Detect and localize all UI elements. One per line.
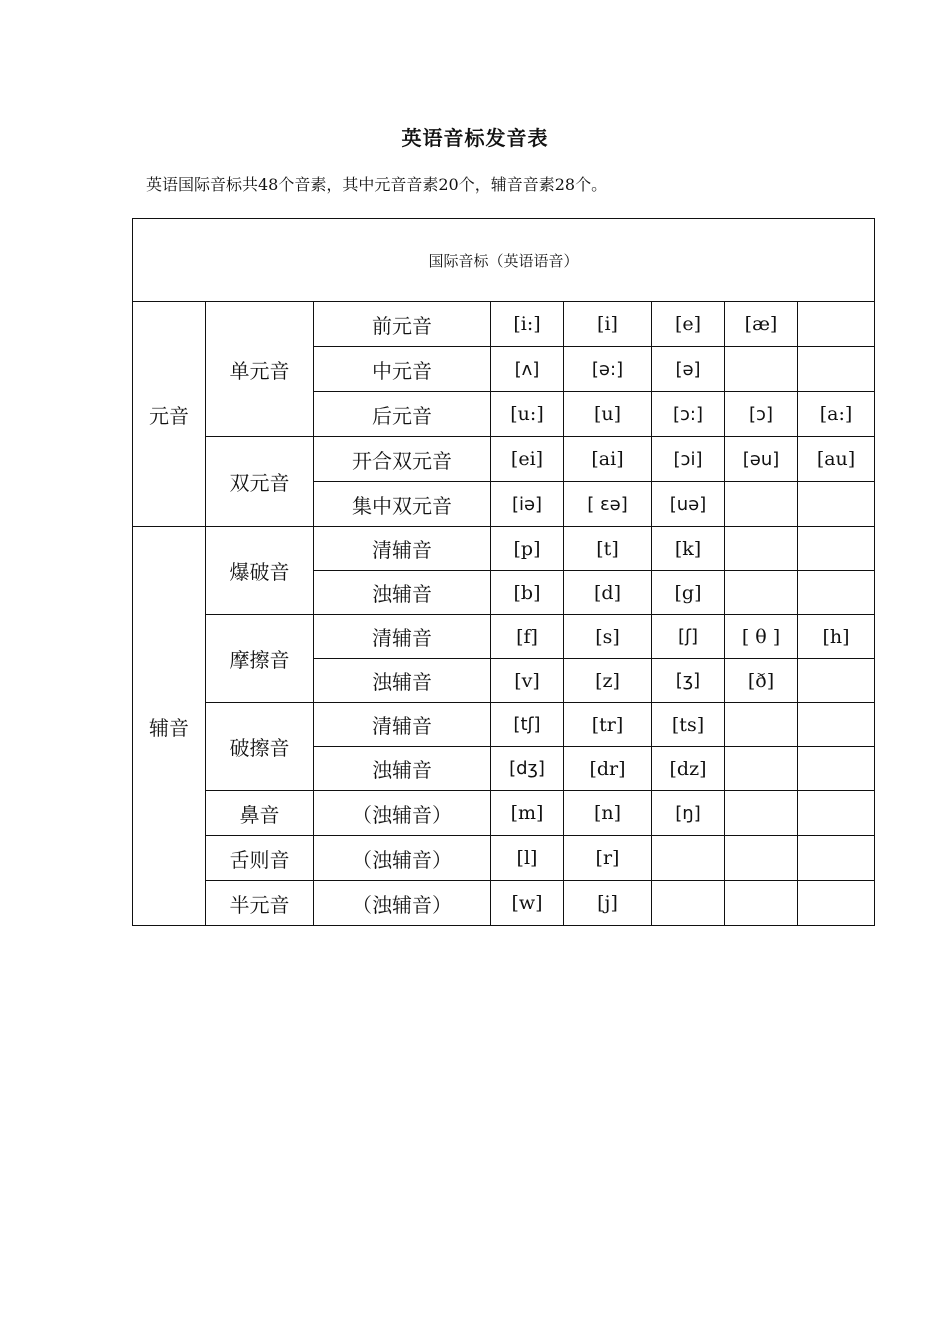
phoneme-cell: [n] [564,791,652,836]
table-row [133,791,875,836]
affricate-group: 破擦音 [206,703,314,791]
phoneme-cell: [l] [491,836,564,881]
phoneme-cell [725,571,798,615]
phoneme-cell: [ei] [491,437,564,482]
plosive-group: 爆破音 [206,527,314,615]
phoneme-cell [798,703,875,747]
phoneme-cell: [uə] [652,482,725,527]
phoneme-cell: [əu] [725,437,798,482]
phoneme-cell: [u] [564,392,652,437]
diphthong-group: 双元音 [206,437,314,527]
phoneme-cell: [u:] [491,392,564,437]
phoneme-cell: [ʌ] [491,347,564,392]
phoneme-cell [798,302,875,347]
phoneme-cell [725,347,798,392]
row-label: 清辅音 [314,703,491,747]
phoneme-cell: [æ] [725,302,798,347]
phoneme-cell [725,703,798,747]
phoneme-cell [725,836,798,881]
table-row [133,302,875,347]
phoneme-cell: [ts] [652,703,725,747]
phoneme-cell [798,659,875,703]
phoneme-cell [725,881,798,926]
row-label: （浊辅音） [314,791,491,836]
table-header: 国际音标（英语语音） [133,219,875,302]
phoneme-cell [798,482,875,527]
table-row [133,881,875,926]
phoneme-cell: [p] [491,527,564,571]
phoneme-cell: [e] [652,302,725,347]
phoneme-cell [798,836,875,881]
phoneme-cell [798,747,875,791]
phoneme-cell [798,527,875,571]
phoneme-cell: [h] [798,615,875,659]
phoneme-cell [798,881,875,926]
table-row [133,615,875,659]
phoneme-cell [798,791,875,836]
phoneme-cell: [dz] [652,747,725,791]
phoneme-cell: [ŋ] [652,791,725,836]
table-row [133,437,875,482]
phoneme-cell: [d] [564,571,652,615]
phoneme-cell: [i] [564,302,652,347]
phoneme-cell: [ɔ:] [652,392,725,437]
phoneme-cell [798,571,875,615]
semivowel-group: 半元音 [206,881,314,926]
row-label: 后元音 [314,392,491,437]
row-label: 清辅音 [314,527,491,571]
phoneme-cell: [g] [652,571,725,615]
phoneme-cell: [ εə] [564,482,652,527]
table-row [133,836,875,881]
phoneme-cell [725,482,798,527]
phoneme-cell: [i:] [491,302,564,347]
phoneme-cell: [ʒ] [652,659,725,703]
nasal-group: 鼻音 [206,791,314,836]
phoneme-cell [652,836,725,881]
phoneme-cell: [s] [564,615,652,659]
phoneme-cell: [z] [564,659,652,703]
phoneme-cell: [tr] [564,703,652,747]
fricative-group: 摩擦音 [206,615,314,703]
phoneme-cell [725,747,798,791]
phoneme-cell [798,347,875,392]
phoneme-cell: [v] [491,659,564,703]
consonant-category: 辅音 [133,527,206,926]
phoneme-cell: [k] [652,527,725,571]
row-label: （浊辅音） [314,836,491,881]
vowel-category: 元音 [133,302,206,527]
table-row [133,527,875,571]
phoneme-cell [652,881,725,926]
phoneme-cell: [dʒ] [491,747,564,791]
phoneme-cell: [tʃ] [491,703,564,747]
phoneme-cell: [ð] [725,659,798,703]
phoneme-cell: [m] [491,791,564,836]
phoneme-cell [725,791,798,836]
phoneme-cell: [ə:] [564,347,652,392]
row-label: 集中双元音 [314,482,491,527]
phoneme-cell: [ai] [564,437,652,482]
phoneme-cell: [j] [564,881,652,926]
row-label: 清辅音 [314,615,491,659]
row-label: 浊辅音 [314,747,491,791]
intro-text: 英语国际音标共48个音素，其中元音音素20个，辅音音素28个。 [146,175,608,194]
lateral-group: 舌则音 [206,836,314,881]
phoneme-cell: [f] [491,615,564,659]
phoneme-cell: [w] [491,881,564,926]
phoneme-cell: [ʃ] [652,615,725,659]
ipa-table [132,218,875,926]
phoneme-cell: [ɔi] [652,437,725,482]
table-row [133,703,875,747]
page-title: 英语音标发音表 [401,126,549,150]
phoneme-cell: [ə] [652,347,725,392]
phoneme-cell [725,527,798,571]
row-label: 前元音 [314,302,491,347]
monophthong-group: 单元音 [206,302,314,437]
phoneme-cell: [b] [491,571,564,615]
phoneme-cell: [a:] [798,392,875,437]
phoneme-cell: [iə] [491,482,564,527]
row-label: 浊辅音 [314,659,491,703]
row-label: 浊辅音 [314,571,491,615]
phoneme-cell: [ θ ] [725,615,798,659]
row-label: 中元音 [314,347,491,392]
phoneme-cell: [au] [798,437,875,482]
phoneme-cell: [dr] [564,747,652,791]
phoneme-cell: [t] [564,527,652,571]
phoneme-cell: [r] [564,836,652,881]
row-label: （浊辅音） [314,881,491,926]
row-label: 开合双元音 [314,437,491,482]
phoneme-cell: [ɔ] [725,392,798,437]
